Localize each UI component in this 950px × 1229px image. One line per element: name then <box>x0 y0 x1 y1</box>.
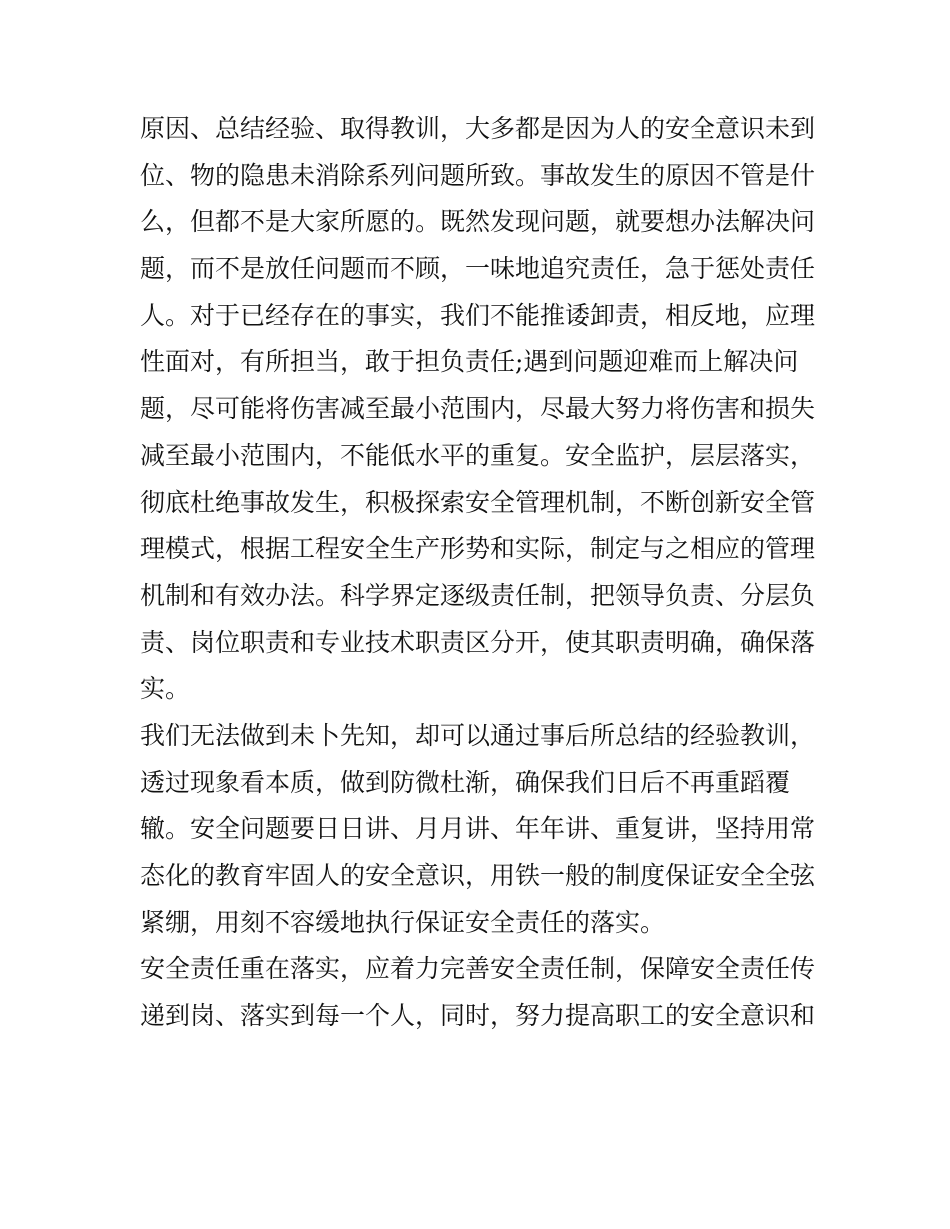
body-text <box>140 106 816 1040</box>
text-line: 递到岗、落实到每一个人，同时，努力提高职工的安全意识和 <box>140 1001 816 1031</box>
text-line: 原因、总结经验、取得教训，大多都是因为人的安全意识未到 <box>140 114 816 143</box>
text-line: 人。对于已经存在的事实，我们不能推诿卸责，相反地，应理 <box>140 300 816 330</box>
text-line: 位、物的隐患未消除系列问题所致。事故发生的原因不管是什 <box>140 160 816 190</box>
text-line: 彻底杜绝事故发生，积极探索安全管理机制，不断创新安全管 <box>140 487 816 517</box>
text-line: 实。 <box>140 674 191 704</box>
text-line: 理模式，根据工程安全生产形势和实际，制定与之相应的管理 <box>140 534 816 564</box>
text-line: 透过现象看本质，做到防微杜渐，确保我们日后不再重蹈覆 <box>140 767 791 797</box>
text-line: 责、岗位职责和专业技术职责区分开，使其职责明确，确保落 <box>140 627 816 657</box>
text-line: 么，但都不是大家所愿的。既然发现问题，就要想办法解决问 <box>140 207 816 237</box>
text-line: 我们无法做到未卜先知，却可以通过事后所总结的经验教训， <box>140 720 816 750</box>
text-line: 性面对，有所担当，敢于担负责任;遇到问题迎难而上解决问 <box>140 347 799 377</box>
text-line: 辙。安全问题要日日讲、月月讲、年年讲、重复讲，坚持用常 <box>140 814 816 844</box>
text-line: 机制和有效办法。科学界定逐级责任制，把领导负责、分层负 <box>140 580 816 610</box>
text-line: 减至最小范围内，不能低水平的重复。安全监护，层层落实， <box>140 440 816 470</box>
text-line: 题，而不是放任问题而不顾，一味地追究责任，急于惩处责任 <box>140 254 816 284</box>
text-line: 安全责任重在落实，应着力完善安全责任制，保障安全责任传 <box>140 954 816 984</box>
text-line: 题，尽可能将伤害减至最小范围内，尽最大努力将伤害和损失 <box>140 394 816 424</box>
text-line: 态化的教育牢固人的安全意识，用铁一般的制度保证安全全弦 <box>140 861 816 890</box>
text-line: 紧绷，用刻不容缓地执行保证安全责任的落实。 <box>140 907 666 937</box>
